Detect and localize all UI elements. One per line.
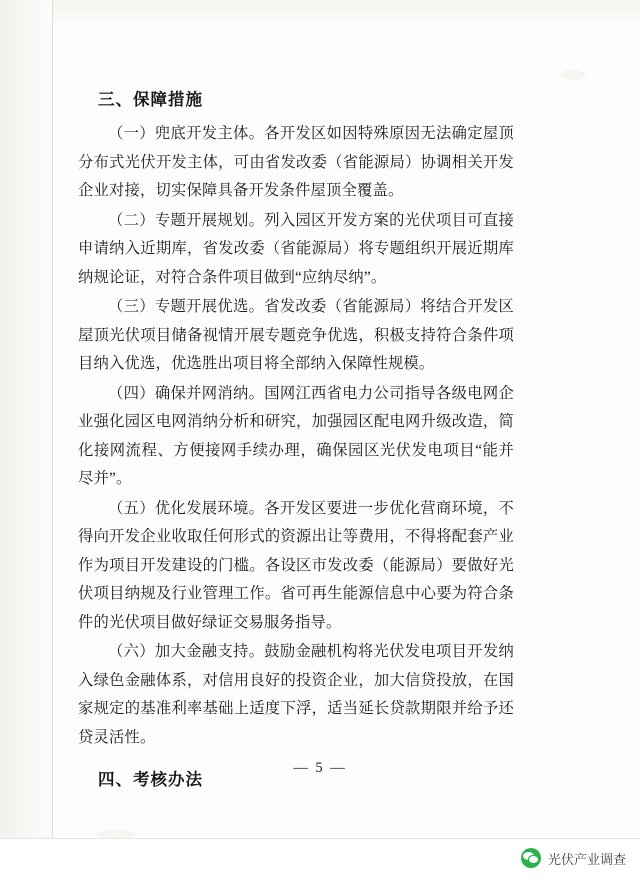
- paragraph-3: （三）专题开展优选。省发改委（省能源局）将结合开发区屋顶光伏项目储备视情开展专题竞争优选，积极支持符合条件项目纳入优选，优选胜出项目将全部纳入保障性规模。: [78, 298, 514, 372]
- section-heading-kaohe: 四、考核办法: [98, 770, 203, 789]
- wechat-account-name: 光伏产业调查: [547, 851, 626, 867]
- wechat-account[interactable]: [521, 848, 626, 868]
- footer-bar: [0, 838, 640, 881]
- page-margin-rule: [52, 0, 53, 840]
- page-number: — 5 —: [293, 760, 347, 776]
- paragraph-6: （六）加大金融支持。鼓励金融机构将光伏发电项目开发纳入绿色金融体系，对信用良好的投资企业，加大信贷投放，在国家规定的基准利率基础上适度下浮，适当延长贷款期限并给予还贷灵活性。: [78, 643, 514, 746]
- paragraph-1: （一）兜底开发主体。各开发区如因特殊原因无法确定屋顶分布式光伏开发主体，可由省发改委（省能源局）协调相关开发企业对接，切实保障具备开发条件屋顶全覆盖。: [78, 125, 514, 199]
- document-body: [78, 86, 514, 790]
- scan-edge-left: [0, 0, 52, 880]
- scan-edge-top: [0, 0, 640, 24]
- paragraph-4: （四）确保并网消纳。国网江西省电力公司指导各级电网企业强化园区电网消纳分析和研究，加强园区配电网升级改造，简化接网流程、方便接网手续办理，确保园区光伏发电项目“能并尽并”。: [78, 384, 514, 487]
- wechat-icon: [521, 848, 541, 868]
- paragraph-2: （二）专题开展规划。列入园区开发方案的光伏项目可直接申请纳入近期库，省发改委（省能源局）将专题组织开展近期库纳规论证，对符合条件项目做到“应纳尽纳”。: [78, 211, 514, 286]
- section-heading-baozhang: 三、保障措施: [98, 90, 203, 109]
- scan-artifact: [560, 70, 586, 80]
- paragraph-5: （五）优化发展环境。各开发区要进一步优化营商环境，不得向开发企业收取任何形式的资源出让等费用，不得将配套产业作为项目开发建设的门槛。各设区市发改委（能源局）要做好光伏项目纳规及行业管理工作。省可再生能源信息中心要为符合条件的光伏项目做好绿证交易服务指导。: [78, 499, 514, 631]
- scan-artifact: [96, 830, 136, 838]
